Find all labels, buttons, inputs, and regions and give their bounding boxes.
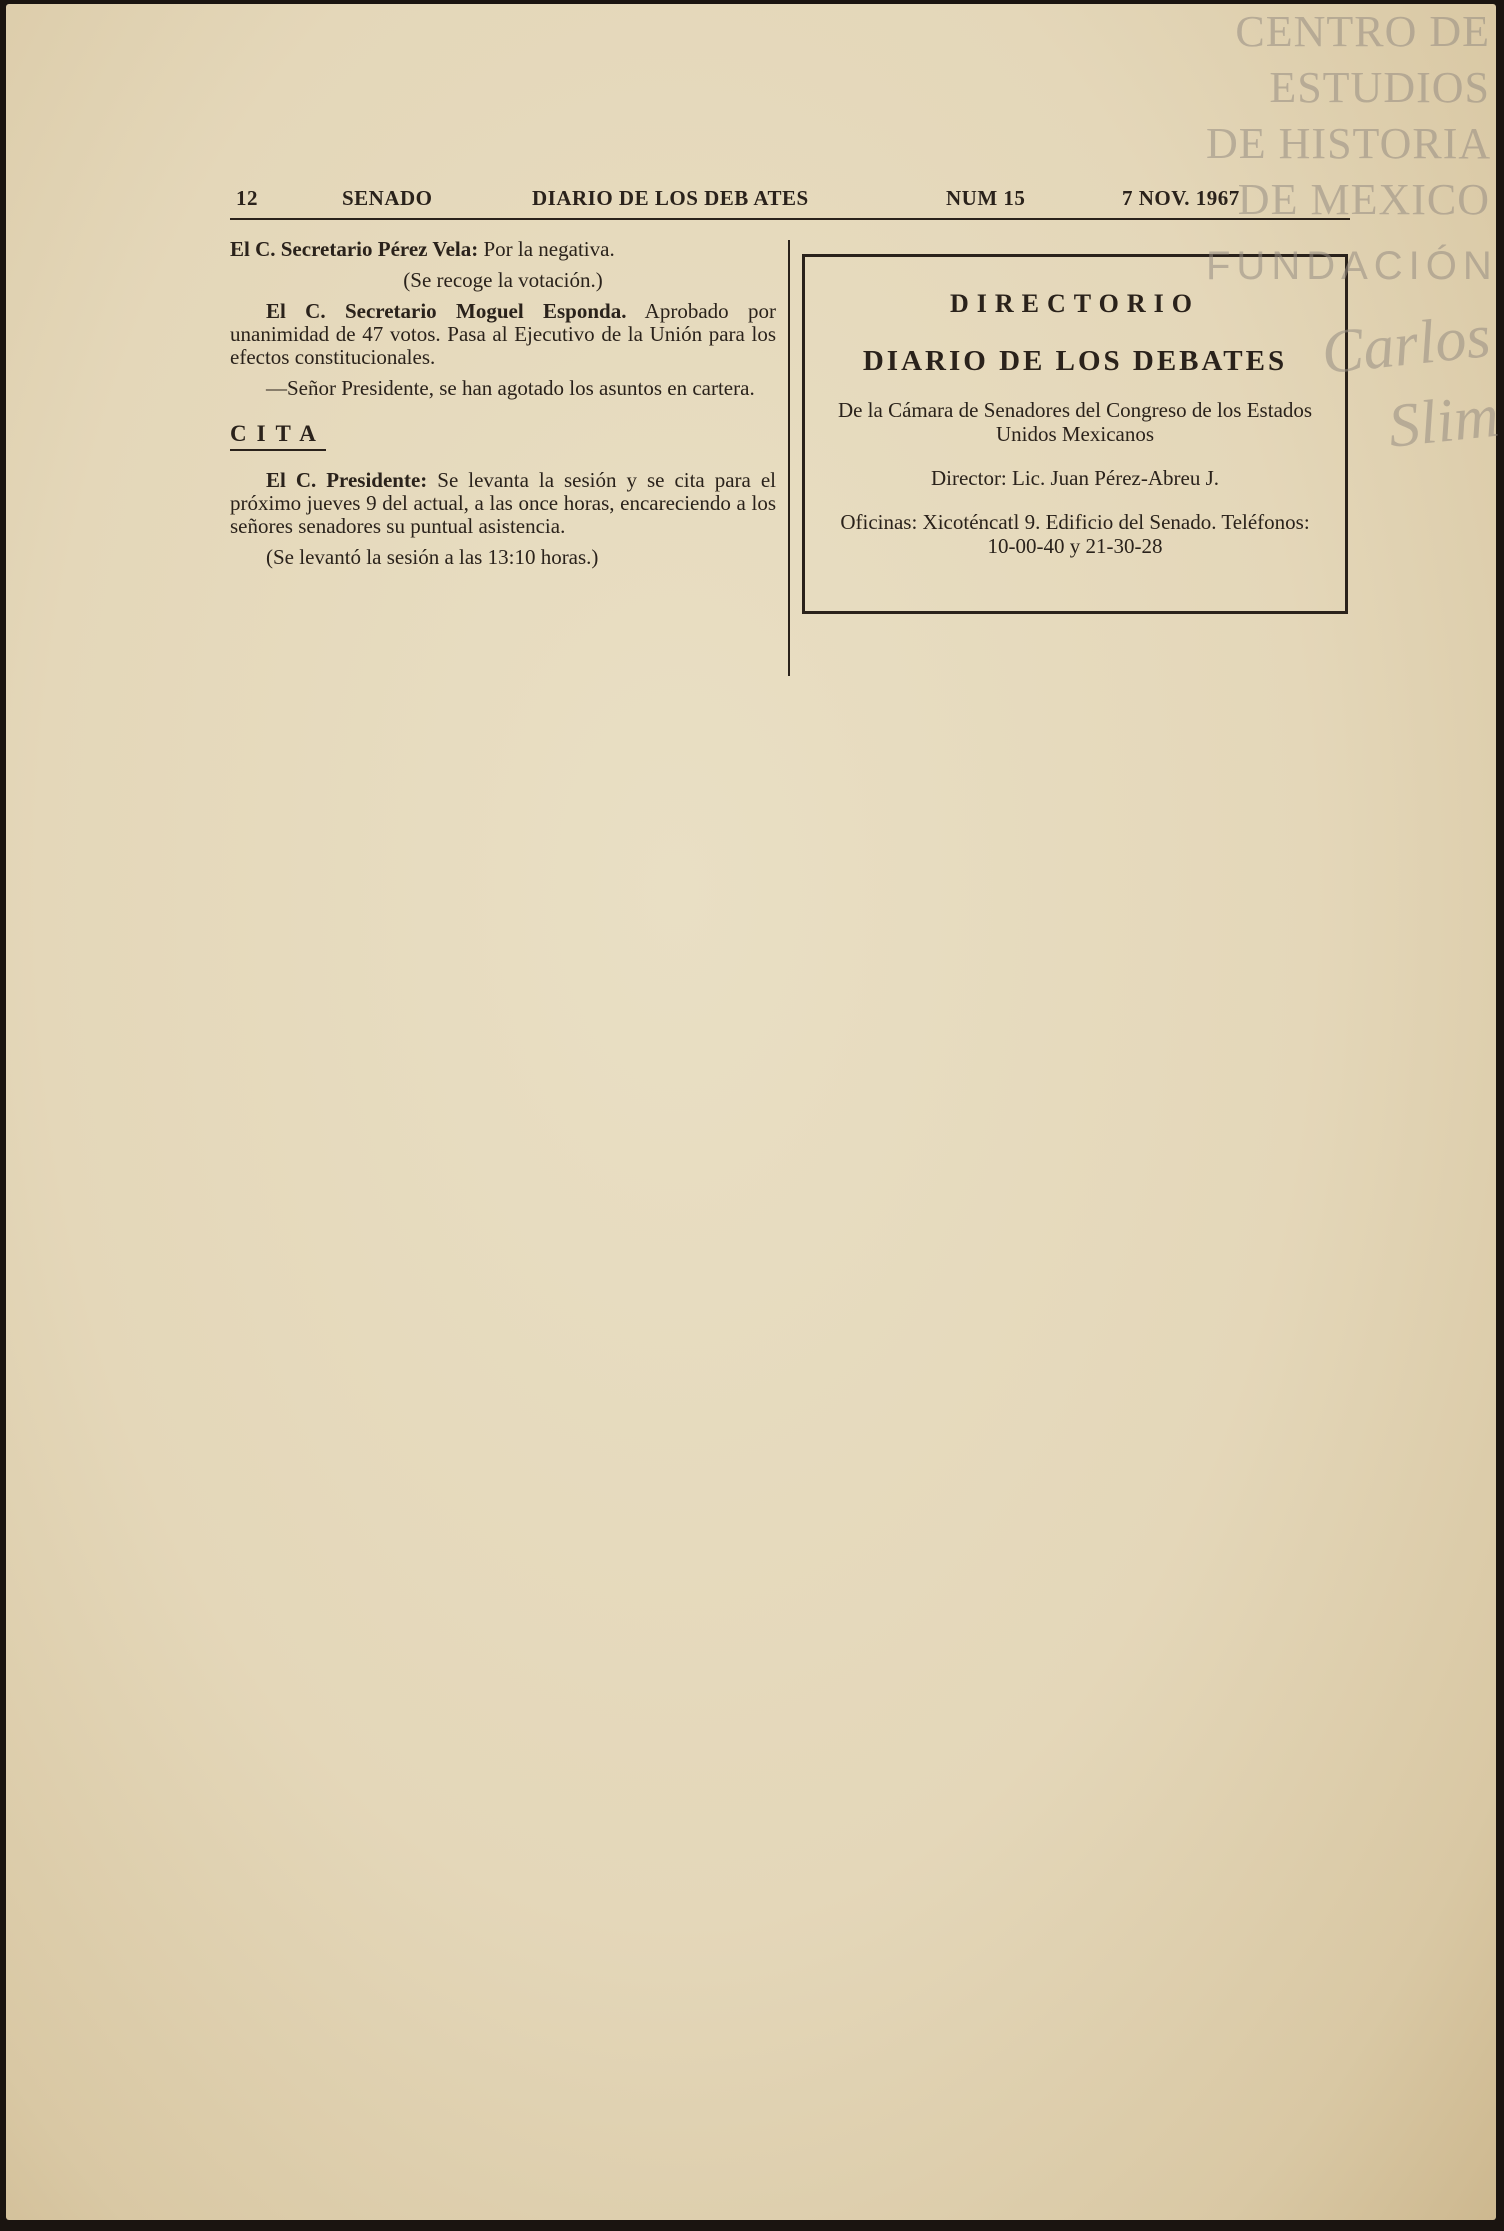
archive-watermark: [1206, 4, 1504, 461]
watermark-line: DE HISTORIA: [1206, 119, 1492, 168]
stage-direction: (Se levantó la sesión a las 13:10 horas.): [266, 545, 599, 569]
directorio-offices: Oficinas: Xicoténcatl 9. Edificio del Senado. Teléfonos: 10-00-40 y 21-30-28: [840, 510, 1310, 558]
paragraph: [230, 300, 776, 369]
page-header: [232, 182, 1272, 212]
paragraph: —Señor Presidente, se han agotado los asuntos en cartera.: [266, 376, 755, 400]
header-page-number: 12: [236, 186, 258, 210]
header-issue: NUM 15: [946, 186, 1026, 210]
section-heading: CITA: [230, 422, 326, 451]
header-rule: [230, 218, 1350, 220]
speaker-label: El C. Secretario Pérez Vela:: [230, 237, 479, 261]
header-publication: DIARIO DE LOS DEB ATES: [532, 186, 809, 210]
stage-direction: (Se recoge la votación.): [403, 268, 603, 292]
watermark-foundation: FUNDACIÓN: [1206, 244, 1498, 288]
newspaper-page: [6, 4, 1502, 2220]
speaker-label: El C. Secretario Moguel Esponda.: [266, 299, 627, 323]
speaker-label: El C. Presidente:: [266, 468, 428, 492]
watermark-line: DE MEXICO: [1237, 175, 1490, 224]
watermark-line: CENTRO DE: [1235, 7, 1490, 56]
paragraph-text: Se levanta la sesión y se cita para el próximo jueves 9 del actual, a las once horas, encareciendo a los señores senadores su puntual asistencia.: [230, 468, 777, 538]
paragraph-text: Por la negativa.: [478, 237, 615, 261]
directorio-subtitle: De la Cámara de Senadores del Congreso de los Estados Unidos Mexicanos: [837, 398, 1313, 446]
header-date: 7 NOV. 1967: [1122, 186, 1240, 210]
directorio-title: DIRECTORIO: [949, 289, 1200, 318]
paragraph: [230, 238, 776, 261]
directorio-director: Director: Lic. Juan Pérez-Abreu J.: [930, 466, 1220, 490]
header-chamber: SENADO: [342, 186, 433, 210]
watermark-line: ESTUDIOS: [1269, 63, 1490, 112]
directorio-publication-name: DIARIO DE LOS DEBATES: [862, 345, 1288, 377]
left-column: [230, 238, 776, 577]
paragraph-text: Aprobado por unanimidad de 47 votos. Pasa al Ejecutivo de la Unión para los efectos constitucionales.: [230, 299, 776, 369]
paragraph: [230, 469, 776, 538]
watermark-signature: Carlos Slim: [1318, 302, 1502, 461]
column-divider: [788, 240, 790, 676]
